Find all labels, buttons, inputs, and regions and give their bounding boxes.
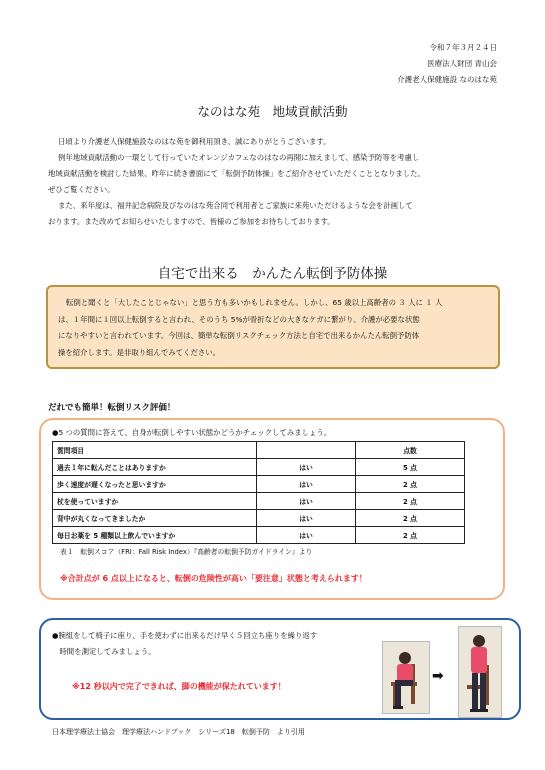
- source-footer: 日本理学療法士協会 理学療法ハンドブック シリーズ18 転倒予防 より引用: [52, 728, 305, 736]
- table-header-row: [53, 442, 465, 459]
- organization-name: 医療法人財団 青山会: [427, 59, 497, 68]
- table-row: [53, 493, 465, 510]
- exercise-lead: [52, 628, 317, 660]
- standing-person-photo: [458, 626, 502, 718]
- risk-heading: だれでも簡単！転倒リスク評価！: [48, 403, 176, 413]
- question-cell: 杖を使っていますか: [53, 493, 257, 510]
- question-cell: 毎日お薬を 5 種類以上飲んでいますか: [53, 527, 257, 544]
- intro-line: 転倒と聞くと「大したことじゃない」と思う方も多いかもしれません。しかし、65 歳以上高齢者の ３ 人に １ 人: [66, 298, 443, 307]
- seated-person-icon: [383, 642, 429, 713]
- column-header-answer: [257, 442, 356, 459]
- table-row: [53, 476, 465, 493]
- question-cell: 背中が丸くなってきましたか: [53, 510, 257, 527]
- greeting-line: また、来年度は、福井記念病院及びなのはな苑合同で利用者とご家族に来苑いただけるような会を計画して: [58, 201, 413, 210]
- question-cell: 歩く速度が遅くなったと思いますか: [53, 476, 257, 493]
- points-cell: 2 点: [356, 476, 465, 493]
- intro-line: になりやすいと言われています。今回は、簡単な転倒リスクチェック方法と自宅で出来るかんたん転倒予防体: [58, 331, 420, 340]
- answer-cell: はい: [257, 493, 356, 510]
- column-header-question: 質問項目: [53, 442, 257, 459]
- fall-risk-table: [52, 441, 465, 544]
- greeting-paragraph: [48, 134, 508, 230]
- greeting-line: ぜひご覧ください。: [48, 185, 115, 194]
- exercise-warning: ※12 秒以内で完了できれば、脚の機能が保たれています！: [72, 682, 286, 691]
- answer-cell: はい: [257, 476, 356, 493]
- greeting-line: 例年地域貢献活動の一環として行っていたオレンジカフェなのはなの再開に加えまして、感染予防等を考慮し: [58, 153, 420, 162]
- seated-person-photo: [382, 641, 430, 714]
- exercise-lead-line: ●腕組をして椅子に座り、手を使わずに出来るだけ早く５回立ち座りを繰り返す: [52, 631, 318, 640]
- table-row: [53, 527, 465, 544]
- intro-line: 操を紹介します。是非取り組んでみてください。: [58, 347, 221, 357]
- points-cell: 2 点: [356, 527, 465, 544]
- intro-box: [46, 285, 500, 369]
- column-header-points: 点数: [356, 442, 465, 459]
- answer-cell: はい: [257, 459, 356, 476]
- points-cell: 5 点: [356, 459, 465, 476]
- table-row: [53, 510, 465, 527]
- greeting-line: 地域貢献活動を検討した結果、昨年に続き書面にて「転倒予防体操」をご紹介させていただくこととなりました。: [48, 169, 425, 178]
- page-title: なのはな苑 地域貢献活動: [197, 104, 348, 119]
- table-row: [53, 459, 465, 476]
- exercise-lead-line: 時間を測定してみましょう。: [52, 647, 156, 656]
- arrow-right-icon: ➡: [432, 668, 444, 684]
- intro-line: は、１年間に１回以上転倒すると言われ、そのうち 5%が骨折などの大きなケガに繋がり、介護が必要な状態: [58, 314, 420, 324]
- answer-cell: はい: [257, 510, 356, 527]
- document-date: 令和７年３月２４日: [429, 43, 497, 52]
- risk-warning: ※合計点が 6 点以上になると、転倒の危険性が高い「要注意」状態と考えられます！: [60, 574, 367, 583]
- section-title: 自宅で出来る かんたん転倒予防体操: [157, 266, 388, 282]
- points-cell: 2 点: [356, 493, 465, 510]
- greeting-line: おります。また改めてお知らせいたしますので、皆様のご参加をお待ちしております。: [48, 217, 335, 226]
- points-cell: 2 点: [356, 510, 465, 527]
- standing-person-icon: [459, 627, 501, 717]
- question-cell: 過去１年に転んだことはありますか: [53, 459, 257, 476]
- facility-name: 介護老人保健施設 なのはな苑: [397, 75, 497, 84]
- greeting-line: 日頃より介護老人保健施設なのはな苑を御利用頂き、誠にありがとうございます。: [58, 137, 331, 146]
- table-caption: 表１ 転倒スコア（FRI：Fall Risk Index）『高齢者の転倒予防ガイドライン』より: [60, 548, 313, 556]
- risk-lead-text: ●5 つの質問に答えて、自身が転倒しやすい状態かどうかチェックしてみましょう。: [52, 428, 332, 437]
- answer-cell: はい: [257, 527, 356, 544]
